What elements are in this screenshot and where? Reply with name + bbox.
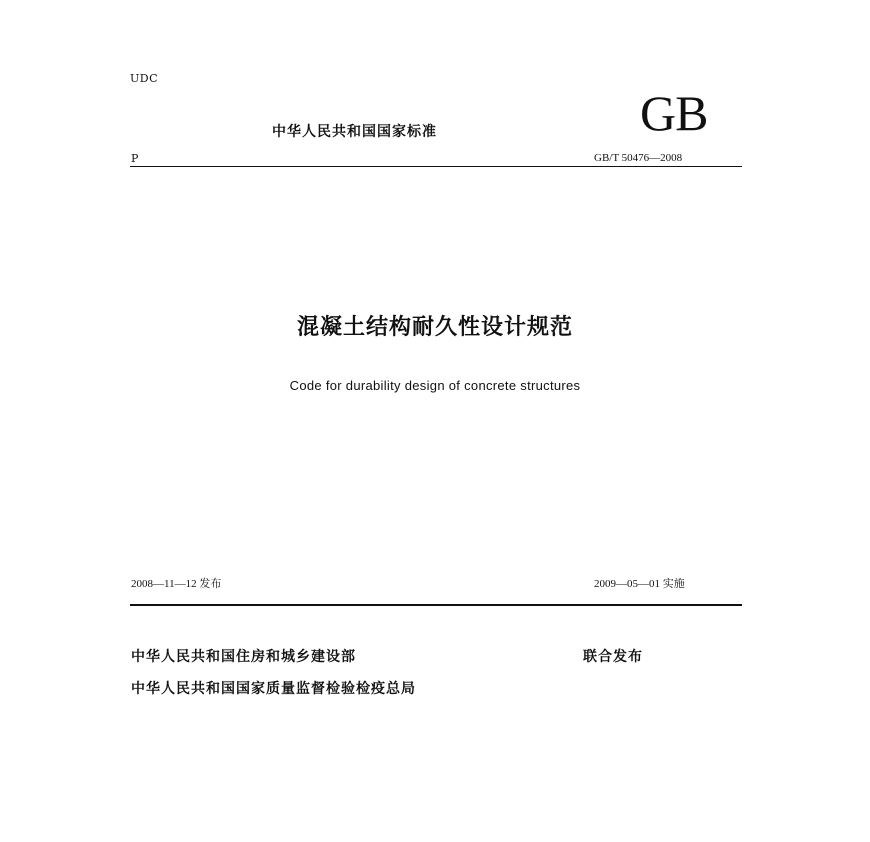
- implementation-date: 2009—05—01 实施: [594, 578, 685, 590]
- document-title-chinese: 混凝土结构耐久性设计规范: [296, 315, 573, 340]
- document-title-english: Code for durability design of concrete structures: [289, 378, 581, 393]
- publisher-quality-inspection: 中华人民共和国国家质量监督检验检疫总局: [131, 681, 416, 697]
- classification-code: P: [131, 152, 139, 165]
- top-divider: [130, 166, 742, 167]
- udc-label: UDC: [130, 72, 159, 85]
- gb-logo: GB: [640, 85, 708, 141]
- bottom-divider: [130, 604, 742, 606]
- national-standard-heading: 中华人民共和国国家标准: [272, 124, 437, 140]
- joint-release-label: 联合发布: [583, 649, 643, 665]
- publisher-ministry-housing: 中华人民共和国住房和城乡建设部: [131, 649, 356, 665]
- standard-number: GB/T 50476—2008: [594, 152, 683, 164]
- issue-date: 2008—11—12 发布: [131, 578, 222, 590]
